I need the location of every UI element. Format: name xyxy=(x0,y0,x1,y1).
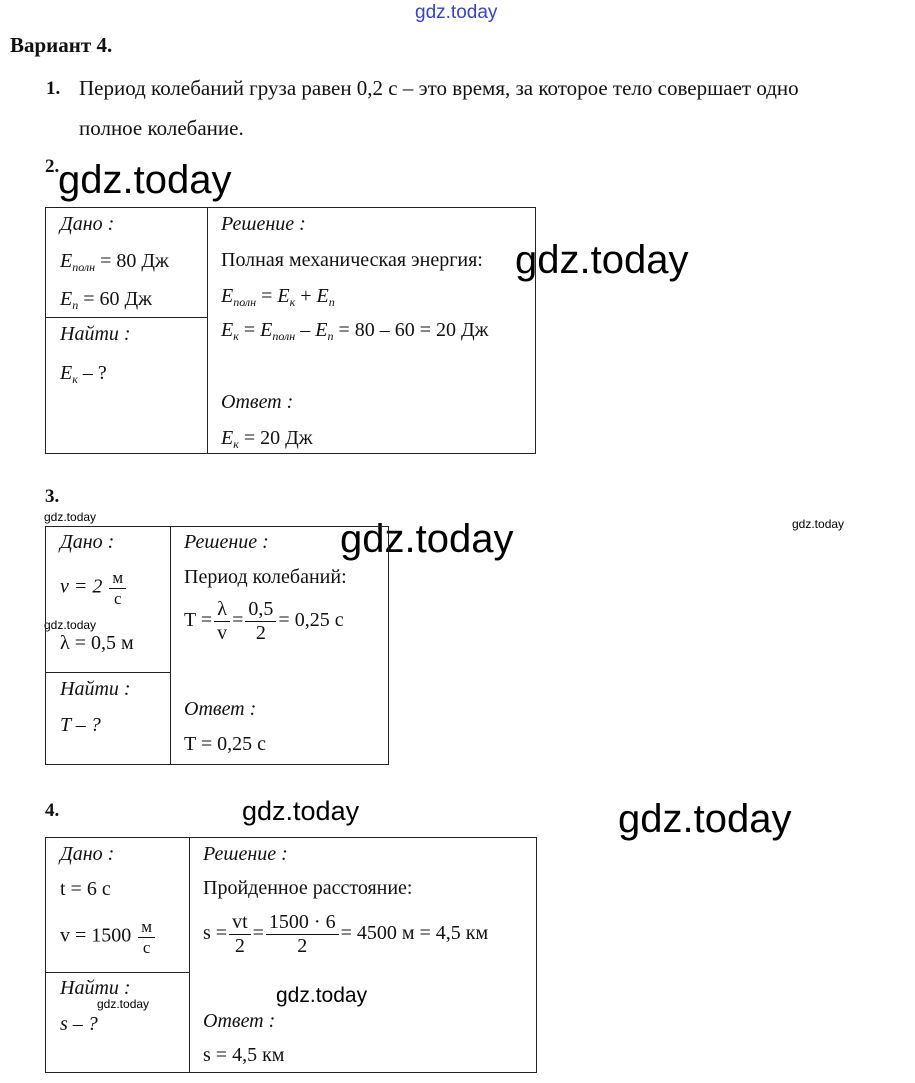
given-value: t = 6 с xyxy=(60,878,111,900)
najti-label: Найти : xyxy=(60,977,131,999)
task1-line2: полное колебание. xyxy=(79,116,244,140)
answer-value: T = 0,25 с xyxy=(184,733,267,755)
watermark: gdz.today xyxy=(515,238,689,282)
dano-label: Дано : xyxy=(60,531,115,553)
watermark: gdz.today xyxy=(58,158,232,202)
otvet-label: Ответ : xyxy=(221,391,294,413)
page-title: Вариант 4. xyxy=(10,33,113,57)
task-number: 3. xyxy=(45,486,60,507)
task-number: 2. xyxy=(45,156,60,177)
watermark-top: gdz.today xyxy=(415,2,498,23)
given-value: v = 1500 $\frac{м}{с}$ xyxy=(60,917,157,957)
answer-value: $E_к = 20$ Дж xyxy=(221,427,313,451)
dano-label: Дано : xyxy=(60,213,115,235)
find-value: s – ? xyxy=(60,1013,98,1035)
given-value: λ = 0,5 м xyxy=(60,632,134,654)
otvet-label: Ответ : xyxy=(184,698,257,720)
watermark: gdz.today xyxy=(242,796,360,826)
najti-label: Найти : xyxy=(60,678,131,700)
reshenie-label: Решение : xyxy=(184,531,269,553)
given-value: $E_{полн} = 80$ Дж xyxy=(60,250,169,274)
najti-label: Найти : xyxy=(60,323,131,345)
reshenie-label: Решение : xyxy=(221,213,306,235)
answer-value: s = 4,5 км xyxy=(203,1044,285,1066)
solution-text: Пройденное расстояние: xyxy=(203,877,413,899)
task-number: 1. xyxy=(46,78,61,99)
watermark-small: gdz.today xyxy=(792,517,845,531)
solution-text: Период колебаний: xyxy=(184,566,347,588)
find-value: $E_к$ – ? xyxy=(60,362,107,386)
watermark: gdz.today xyxy=(340,517,514,561)
equation: $E_к = E_{полн} - E_п = 80 - 60 = 20$ Дж xyxy=(221,319,489,343)
equation: s = $\frac{vt}{2}$ = $\frac{1500 \cdot 6}{2}$ = 4500 м = 4,5 км xyxy=(203,911,489,957)
watermark: gdz.today xyxy=(276,984,368,1007)
dano-label: Дано : xyxy=(60,843,115,865)
equation: T = $\frac{\lambda}{v}$ = $\frac{0,5}{2}$ = 0,25 с xyxy=(184,598,344,644)
task-number: 4. xyxy=(45,800,60,821)
watermark-small: gdz.today xyxy=(44,618,97,632)
reshenie-label: Решение : xyxy=(203,843,288,865)
watermark-small: gdz.today xyxy=(44,510,97,524)
watermark: gdz.today xyxy=(618,797,792,841)
solution-text: Полная механическая энергия: xyxy=(221,249,483,271)
given-value: $E_п = 60$ Дж xyxy=(60,288,152,312)
given-value: v = 2 $\frac{м}{с}$ xyxy=(60,568,128,608)
equation: $E_{полн} = E_к + E_п$ xyxy=(221,285,335,309)
task1-line1: Период колебаний груза равен 0,2 с – это время, за которое тело совершает одно xyxy=(79,76,799,100)
watermark-small: gdz.today xyxy=(97,997,150,1011)
otvet-label: Ответ : xyxy=(203,1010,276,1032)
find-value: T – ? xyxy=(60,714,101,736)
